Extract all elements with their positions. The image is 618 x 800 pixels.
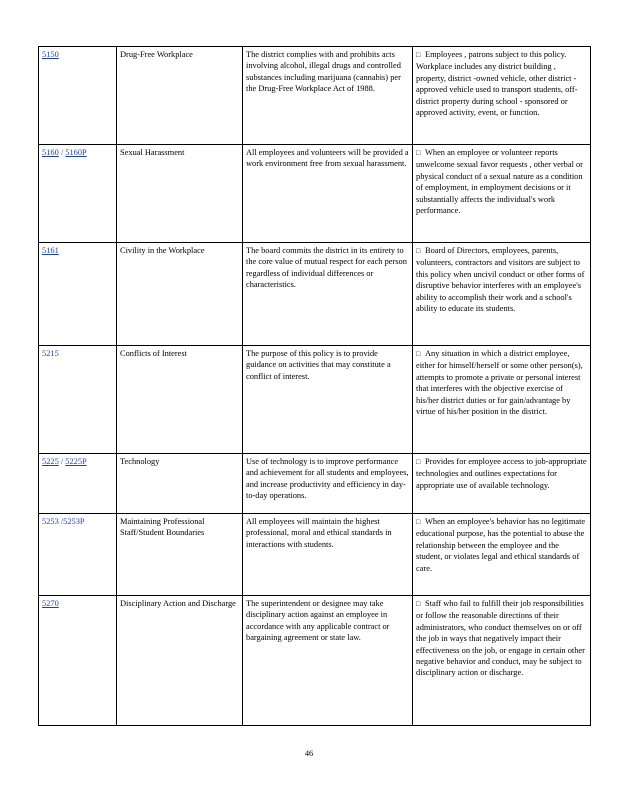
policy-title: Disciplinary Action and Discharge bbox=[117, 596, 243, 726]
policy-description: All employees and volunteers will be provided a work environment free from sexual harassment. bbox=[243, 145, 413, 243]
checkbox-bullet-icon: □ bbox=[416, 518, 421, 526]
policy-expectation: Provides for employee access to job-appropriate technologies and outlines expectations for appropriate use of available technology. bbox=[416, 457, 587, 490]
policy-expectation: Any situation in which a district employee, either for himself/herself or some other person(s), attempts to promote a private or personal interest that interferes with the objective exercise of his/her district duties or for gain/advantage by virtue of his/her position in the district. bbox=[416, 349, 583, 417]
policy-number-cell bbox=[39, 596, 117, 726]
policy-number-cell bbox=[39, 145, 117, 243]
table-row bbox=[39, 145, 591, 243]
checkbox-bullet-icon: □ bbox=[416, 149, 421, 157]
policy-number-separator: / bbox=[58, 457, 66, 466]
table-row bbox=[39, 514, 591, 596]
policy-title: Technology bbox=[117, 454, 243, 514]
policy-number-cell bbox=[39, 243, 117, 346]
policy-expectation: Staff who fail to fulfill their job responsibilities or follow the reasonable directions of their administrators, who conduct themselves on or off the job in ways that negatively impact their effectiveness on the job, or engage in certain other negative behavior and conduct, may be subject to disciplinary action or discharge. bbox=[416, 599, 585, 678]
policy-expectation: Board of Directors, employees, parents, volunteers, contractors and visitors are subject to this policy when uncivil conduct or other forms of disruptive behavior interferes with an employee's ability to accomplish their work and a school's ability to educate its students. bbox=[416, 246, 585, 314]
checkbox-bullet-icon: □ bbox=[416, 458, 421, 466]
policy-description: The district complies with and prohibits acts involving alcohol, illegal drugs and controlled substances including marijuana (cannabis) per the Drug-Free Workplace Act of 1988. bbox=[243, 47, 413, 145]
policy-number: 5215 bbox=[42, 349, 59, 358]
policy-title: Conflicts of Interest bbox=[117, 346, 243, 454]
policy-expectation-cell bbox=[413, 454, 591, 514]
policy-number: 5253 /5253P bbox=[42, 517, 85, 526]
policy-description: The superintendent or designee may take disciplinary action against an employee in accordance with any applicable contract or bargaining agreement or state law. bbox=[243, 596, 413, 726]
policy-expectation-cell bbox=[413, 346, 591, 454]
policy-expectation-cell bbox=[413, 145, 591, 243]
table-row bbox=[39, 596, 591, 726]
policy-number-cell bbox=[39, 47, 117, 145]
policy-table bbox=[38, 46, 591, 726]
table-row bbox=[39, 47, 591, 145]
policy-description: The board commits the district in its entirety to the core value of mutual respect for each person regardless of individual differences or characteristics. bbox=[243, 243, 413, 346]
policy-procedure-link[interactable]: 5225P bbox=[65, 457, 87, 466]
policy-number-link[interactable]: 5150 bbox=[42, 50, 59, 59]
policy-description: The purpose of this policy is to provide guidance on activities that may constitute a conflict of interest. bbox=[243, 346, 413, 454]
policy-number-link[interactable]: 5270 bbox=[42, 599, 59, 608]
policy-expectation-cell bbox=[413, 596, 591, 726]
policy-expectation-cell bbox=[413, 47, 591, 145]
policy-number-link[interactable]: 5225 bbox=[42, 457, 59, 466]
policy-number-link[interactable]: 5160 bbox=[42, 148, 59, 157]
policy-expectation-cell bbox=[413, 514, 591, 596]
checkbox-bullet-icon: □ bbox=[416, 600, 421, 608]
policy-number-separator: / bbox=[58, 148, 66, 157]
policy-number-link[interactable]: 5161 bbox=[42, 246, 59, 255]
policy-expectation: When an employee's behavior has no legitimate educational purpose, has the potential to abuse the relationship between the employee and the student, or violates legal and ethical standards of care. bbox=[416, 517, 586, 573]
policy-expectation-cell bbox=[413, 243, 591, 346]
table-row bbox=[39, 346, 591, 454]
checkbox-bullet-icon: □ bbox=[416, 51, 421, 59]
policy-title: Civility in the Workplace bbox=[117, 243, 243, 346]
table-row bbox=[39, 454, 591, 514]
policy-description: Use of technology is to improve performance and achievement for all students and employees, and increase productivity and efficiency in day-to-day operations. bbox=[243, 454, 413, 514]
policy-title: Maintaining Professional Staff/Student Boundaries bbox=[117, 514, 243, 596]
policy-procedure-link[interactable]: 5160P bbox=[65, 148, 87, 157]
table-row bbox=[39, 243, 591, 346]
policy-number-cell bbox=[39, 454, 117, 514]
policy-number-cell bbox=[39, 346, 117, 454]
policy-expectation: When an employee or volunteer reports unwelcome sexual favor requests , other verbal or physical conduct of a sexual nature as a condition of employment, in employment decisions or it substantially affects the individual's work performance. bbox=[416, 148, 583, 216]
policy-expectation: Employees , patrons subject to this policy. Workplace includes any district building , property, district -owned vehicle, other district -approved vehicle used to transport students, off- district property during school - sponsored or approved activity, event, or function. bbox=[416, 50, 578, 118]
policy-title: Sexual Harassment bbox=[117, 145, 243, 243]
page-number: 46 bbox=[304, 749, 314, 758]
checkbox-bullet-icon: □ bbox=[416, 247, 421, 255]
policy-number-cell bbox=[39, 514, 117, 596]
checkbox-bullet-icon: □ bbox=[416, 350, 421, 358]
policy-title: Drug-Free Workplace bbox=[117, 47, 243, 145]
policy-description: All employees will maintain the highest professional, moral and ethical standards in interactions with students. bbox=[243, 514, 413, 596]
